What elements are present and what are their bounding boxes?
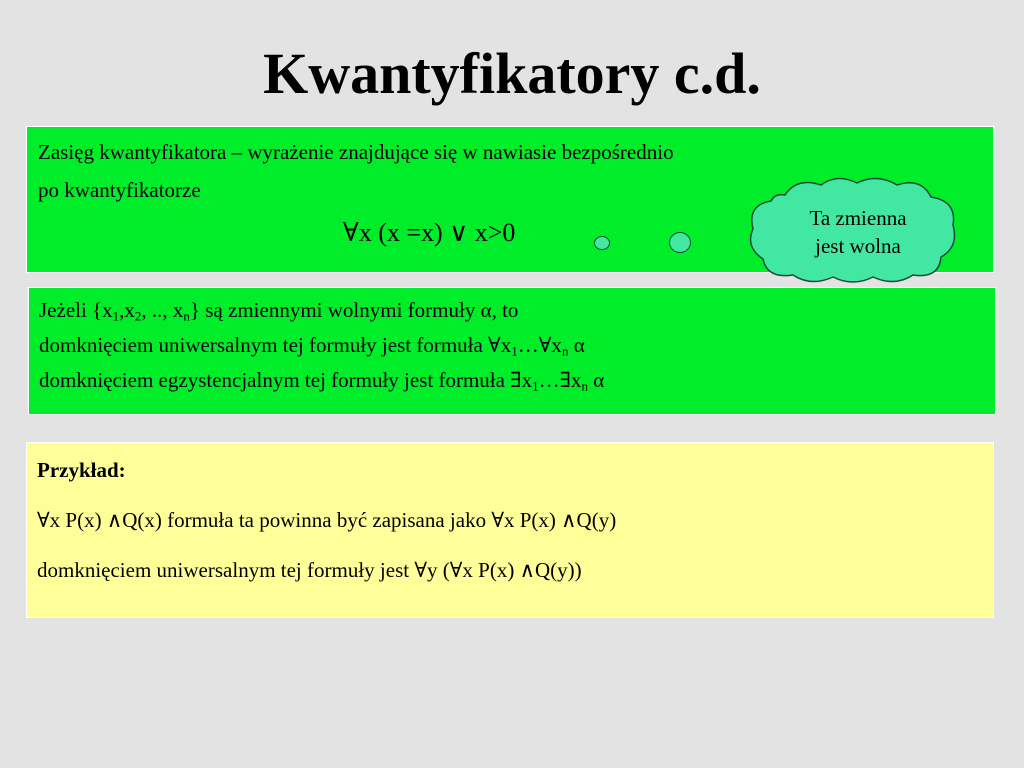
example-line-1: ∀x P(x) ∧Q(x) formuła ta powinna być zapisana jako ∀x P(x) ∧Q(y) (37, 508, 617, 532)
callout-tail-bubble-medium (669, 232, 691, 253)
callout-line-1: Ta zmienna (809, 206, 907, 230)
closure-definition-box (28, 287, 996, 415)
scope-definition-line-2: po kwantyfikatorze (38, 178, 201, 202)
example-title: Przykład: (37, 458, 126, 482)
example-line-2: domknięciem uniwersalnym tej formuły jest ∀y (∀x P(x) ∧Q(y)) (37, 558, 582, 582)
closure-line-1: Jeżeli {$x_1,x_2$, .., $x_n$} są zmiennymi wolnymi formuły α, to (39, 298, 519, 324)
scope-formula: ∀x (x =x) ∨ x>0 (343, 218, 516, 247)
callout-tail-bubble-small (594, 236, 610, 250)
example-box (26, 442, 994, 618)
scope-definition-line-1: Zasięg kwantyfikatora – wyrażenie znajdujące się w nawiasie bezpośrednio (38, 140, 674, 164)
slide-title: Kwantyfikatory c.d. (263, 41, 761, 106)
callout-line-2: jest wolna (815, 234, 901, 258)
existential-closure-line: domknięciem egzystencjalnym tej formuły jest formuła $\exists x_1\dots\exists x_n$ α (39, 368, 605, 394)
universal-closure-line: domknięciem uniwersalnym tej formuły jest formuła $\forall x_1\dots\forall x_n$ α (39, 333, 585, 359)
cloud-callout-text (758, 204, 958, 260)
